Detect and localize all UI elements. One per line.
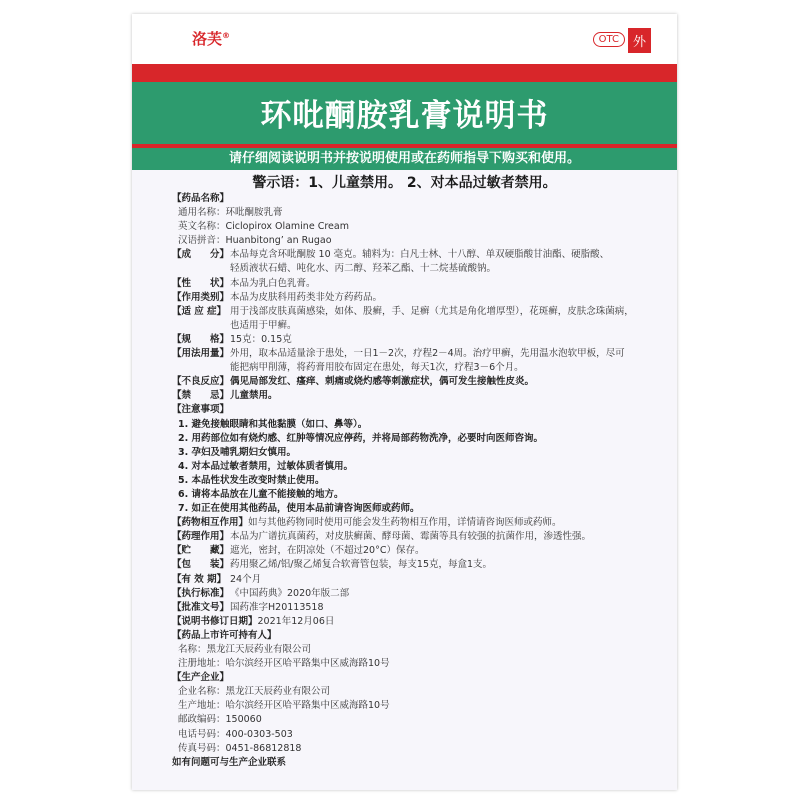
validity-row [172,573,642,587]
precaution-item: 4. 对本品过敏者禁用，过敏体质者慎用。 [178,460,354,472]
validity-label: 【有 效 期】 [172,573,227,585]
character-row [172,277,642,291]
pharmacology-value: 本品为广谱抗真菌药，对皮肤癣菌、酵母菌、霉菌等具有较强的抗菌作用，渗透性强。 [230,531,592,543]
spacer [172,262,230,276]
interaction-row [172,516,642,530]
english-name: 英文名称：Ciclopirox Olamine Cream [178,221,349,233]
usage-row-2 [172,361,642,375]
adverse-value: 偶见局部发红、瘙痒、刺痛或烧灼感等刺激症状，偶可发生接触性皮炎。 [230,376,535,388]
package-row [172,558,642,572]
pharmacology-row [172,530,642,544]
precaution-item: 5. 本品性状发生改变时禁止使用。 [178,474,325,486]
composition-label: 【成 分】 [172,249,230,261]
manufacturer-name: 企业名称：黑龙江天辰药业有限公司 [178,686,331,698]
manufacturer-label: 【生产企业】 [172,672,230,684]
spec-label: 【规 格】 [172,333,230,345]
package-value: 药用聚乙烯/铝/聚乙烯复合软膏管包装，每支15克，每盒1支。 [230,559,493,571]
validity-value: 24个月 [230,573,262,585]
contra-row [172,389,642,403]
character-value: 本品为乳白色乳膏。 [230,277,316,289]
holder-address: 注册地址：哈尔滨经开区哈平路集中区威海路10号 [178,658,390,670]
approval-value: 国药准字H20113518 [230,601,324,613]
red-band [132,64,677,82]
storage-row [172,544,642,558]
otc-badge: OTC [593,32,625,47]
precaution-item: 6. 请将本品放在儿童不能接触的地方。 [178,488,344,500]
usage-label: 【用法用量】 [172,348,230,360]
manufacturer-address: 生产地址：哈尔滨经开区哈平路集中区威海路10号 [178,700,390,712]
drug-name-label: 【药品名称】 [172,193,230,204]
composition-line2: 轻质液状石蜡、吨化水、丙二醇、羟苯乙酯、十二烷基硫酸钠。 [230,263,497,275]
manufacturer-zip: 邮政编码：150060 [178,714,262,726]
composition-row [172,248,642,262]
spec-row [172,333,642,347]
interaction-label: 【药物相互作用】 [172,517,249,529]
spacer [172,361,230,375]
pinyin-name: 汉语拼音：Huanbitong’ an Rugao [178,235,332,247]
manufacturer-fax: 传真号码：0451-86812818 [178,742,302,754]
precaution-item: 2. 用药部位如有烧灼感、红肿等情况应停药，并将局部药物洗净，必要时向医师咨询。 [178,432,544,444]
composition-line1: 本品每克含环吡酮胺 10 毫克。辅料为：白凡士林、十八醇、单双硬脂酸甘油酯、硬脂酸、 [230,249,610,261]
brand-logo [192,28,230,49]
composition-row-2 [172,262,642,276]
precaution-item: 1. 避免接触眼睛和其他黏膜（如口、鼻等）。 [178,418,368,430]
standard-value: 《中国药典》2020年版二部 [230,587,350,599]
adverse-label: 【不良反应】 [172,376,230,388]
approval-row [172,601,642,615]
storage-value: 遮光，密封，在阴凉处（不超过20°C）保存。 [230,545,425,557]
top-bar [132,14,677,64]
page-title: 环吡酮胺乳膏说明书 [260,98,549,134]
notice-banner: 请仔细阅读说明书并按说明使用或在药师指导下购买和使用。 [132,148,677,170]
indication-row [172,305,642,319]
indication-row-2 [172,319,642,333]
usage-row [172,347,642,361]
usage-line1: 外用，取本品适量涂于患处，一日1－2次，疗程2－4周。治疗甲癣，先用温水泡软甲板，尽可 [230,348,625,360]
brand-mark: ® [222,31,231,40]
pharmacology-label: 【药理作用】 [172,531,230,543]
contra-value: 儿童禁用。 [230,390,278,402]
external-use-badge: 外 [628,28,651,53]
footer-note: 如有问题可与生产企业联系 [172,756,287,768]
standard-label: 【执行标准】 [172,587,230,599]
holder-name: 名称：黑龙江天辰药业有限公司 [178,644,312,655]
interaction-value: 如与其他药物同时使用可能会发生药物相互作用，详情请咨询医师或药师。 [248,517,562,529]
brand-name: 洛芙 [192,30,223,48]
warning-text: 警示语：1、儿童禁用。 2、对本品过敏者禁用。 [252,175,557,191]
spacer [172,319,230,333]
category-label: 【作用类别】 [172,291,230,303]
character-label: 【性 状】 [172,277,230,289]
precaution-item: 3. 孕妇及哺乳期妇女慎用。 [178,446,297,458]
adverse-row [172,375,642,389]
contra-label: 【禁 忌】 [172,390,230,402]
storage-label: 【贮 藏】 [172,545,230,557]
precautions-label: 【注意事项】 [172,404,230,416]
approval-label: 【批准文号】 [172,601,230,613]
indication-line1: 用于浅部皮肤真菌感染，如体、股癣，手、足癣（尤其是角化增厚型），花斑癣，皮肤念珠菌病， [230,305,634,317]
revision-value: 2021年12月06日 [257,615,335,627]
leaflet-content [172,192,642,770]
category-row [172,291,642,305]
usage-line2: 能把病甲削薄，将药膏用胶布固定在患处，每天1次，疗程3－6个月。 [230,362,524,374]
generic-name: 通用名称：环吡酮胺乳膏 [178,207,283,219]
manufacturer-phone: 电话号码：400-0303-503 [178,728,293,740]
category-value: 本品为皮肤科用药类非处方药药品。 [230,291,383,303]
standard-row [172,587,642,601]
spec-value: 15克：0.15克 [230,333,292,345]
holder-label: 【药品上市许可持有人】 [172,629,277,641]
leaflet-sheet [132,14,677,790]
indication-line2: 也适用于甲癣。 [230,319,297,331]
revision-label: 【说明书修订日期】 [172,615,258,627]
precaution-item: 7. 如正在使用其他药品，使用本品前请咨询医师或药师。 [178,503,420,515]
indication-label: 【适 应 症】 [172,305,227,317]
revision-row [172,615,642,629]
package-label: 【包 装】 [172,559,230,571]
